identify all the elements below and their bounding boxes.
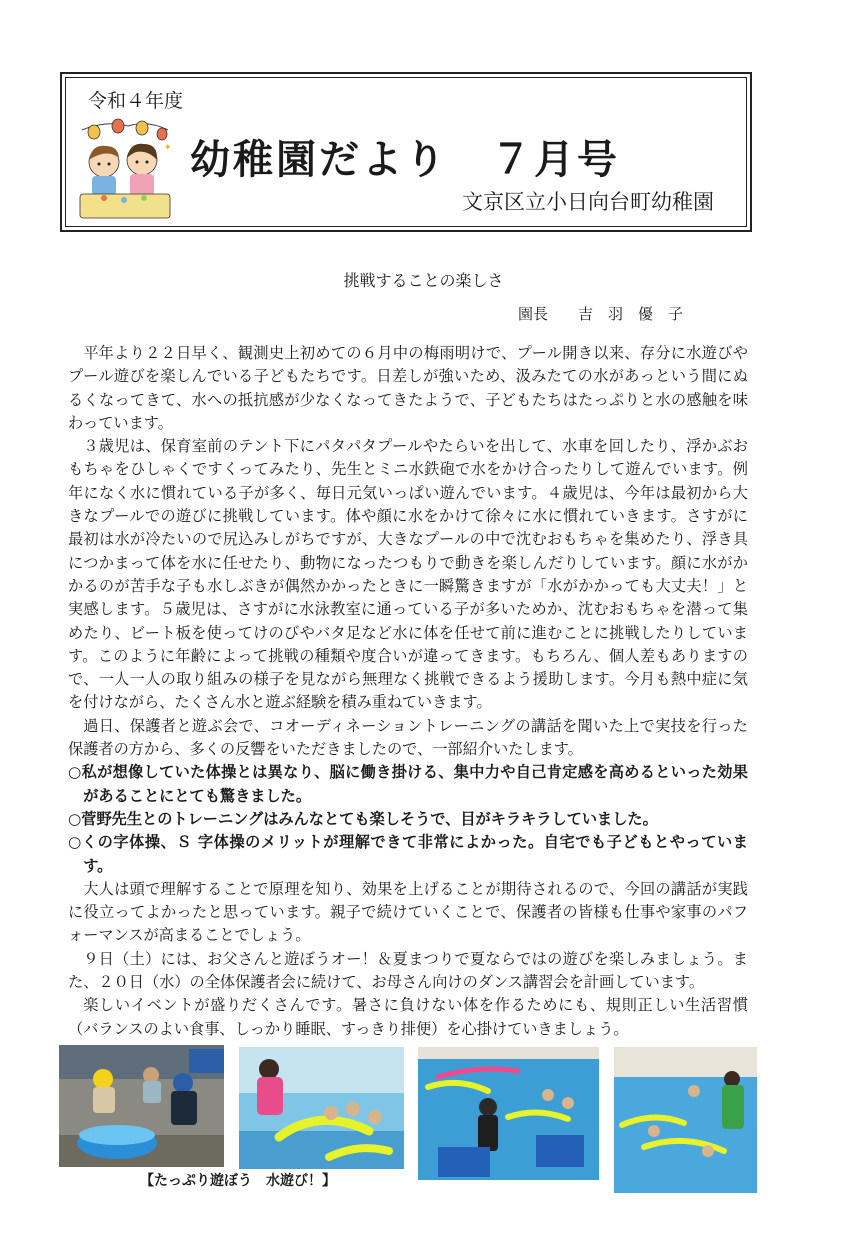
article-title: 挑戦することの楽しさ	[343, 271, 504, 290]
body-paragraph: 大人は頭で理解することで原理を知り、効果を上げることが期待されるので、今回の講話が実践に役立ってよかったと思っています。親子で続けていくことで、保護者の皆様も仕事や家事のパフォーマンスが高まることでしょう。	[68, 879, 748, 945]
school-year-label: 令和４年度	[88, 90, 184, 112]
body-paragraph: ３歳児は、保育室前のテント下にパタパタプールやたらいを出して、水車を回したり、浮かぶおもちゃをひしゃくですくってみたり、先生とミニ水鉄砲で水をかけ合ったりして遊んでいます。例年になく水に慣れている子が多く、毎日元気いっぱい遊んでいます。４歳児は、今年は最初から大きなプールでの遊びに挑戦しています。体や顔に水をかけて徐々に水に慣れていきます。さすがに最初は水が冷たいので尻込みしがちですが、大きなプールの中で沈むおもちゃを集めたり、浮き具につかまって体を水に任せたり、動物になったつもりで動きを楽しんだりしています。顔に水がかかるのが苦手な子も水しぶきが偶然かかったときに一瞬驚きますが「水がかかっても大丈夫！」と実感します。５歳児は、さすがに水泳教室に通っている子が多いためか、沈むおもちゃを潜って集めたり、ビート板を使ってけのびやバタ足など水に体を任せて前に進むことに挑戦したりしています。このように年齢によって挑戦の種類や度合いが違ってきます。もちろん、個人差もありますので、一人一人の取り組みの様子を見ながら無理なく挑戦できるよう援助します。今月も熱中症に気を付けながら、たくさん水と遊ぶ経験を積み重ねていきます。	[68, 437, 748, 712]
body-paragraph: 平年より２２日早く、観測史上初めての６月中の梅雨明けで、プール開き以来、存分に水遊びやプール遊びを楽しんでいる子どもたちです。日差しが強いため、汲みたての水があっという間にぬるくなってきて、水への抵抗感が少なくなってきたようで、子どもたちはたっぷりと水の感触を味わっています。	[68, 344, 748, 432]
children-illustration	[76, 116, 174, 220]
newsletter-header	[60, 72, 752, 232]
water-play-photo-4	[614, 1047, 757, 1193]
parent-comment: ○菅野先生とのトレーニングはみんなとても楽しそうで、目がキラキラしていました。	[68, 809, 658, 828]
svg-text:✦: ✦	[164, 143, 172, 153]
body-paragraph: ９日（土）には、お父さんと遊ぼうオー！＆夏まつりで夏ならではの遊びを楽しみましょう。また、２０日（水）の全体保護者会に続けて、お母さん向けのダンス講習会を計画しています。	[68, 949, 748, 992]
body-paragraph: 過日、保護者と遊ぶ会で、コオーディネーショントレーニングの講話を聞いた上で実技を行った保護者の方から、多くの反響をいただきましたので、一部紹介いたします。	[68, 716, 748, 759]
body-paragraph: 楽しいイベントが盛りだくさんです。暑さに負けない体を作るためにも、規則正しい生活習慣（バランスのよい食事、しっかり睡眠、すっきり排便）を心掛けていきましょう。	[68, 996, 748, 1038]
parent-comment: ○くの字体操、Ｓ 字体操のメリットが理解できて非常によかった。自宅でも子どもとやっています。	[68, 833, 748, 875]
article-body	[68, 342, 748, 1041]
water-play-photo-2	[239, 1047, 404, 1169]
water-play-photo-3	[418, 1047, 599, 1180]
article-author: 園長 吉 羽 優 子	[518, 305, 684, 323]
parent-comment: ○私が想像していた体操とは異なり、脳に働き掛ける、集中力や自己肯定感を高めるといった効果があることにとても驚きました。	[68, 763, 748, 805]
photo-caption: 【たっぷり遊ぼう 水遊び！】	[140, 1173, 336, 1189]
newsletter-title: 幼稚園だより ７月号	[190, 137, 620, 183]
water-play-photo-1	[59, 1045, 224, 1167]
school-name: 文京区立小日向台町幼稚園	[462, 190, 714, 214]
